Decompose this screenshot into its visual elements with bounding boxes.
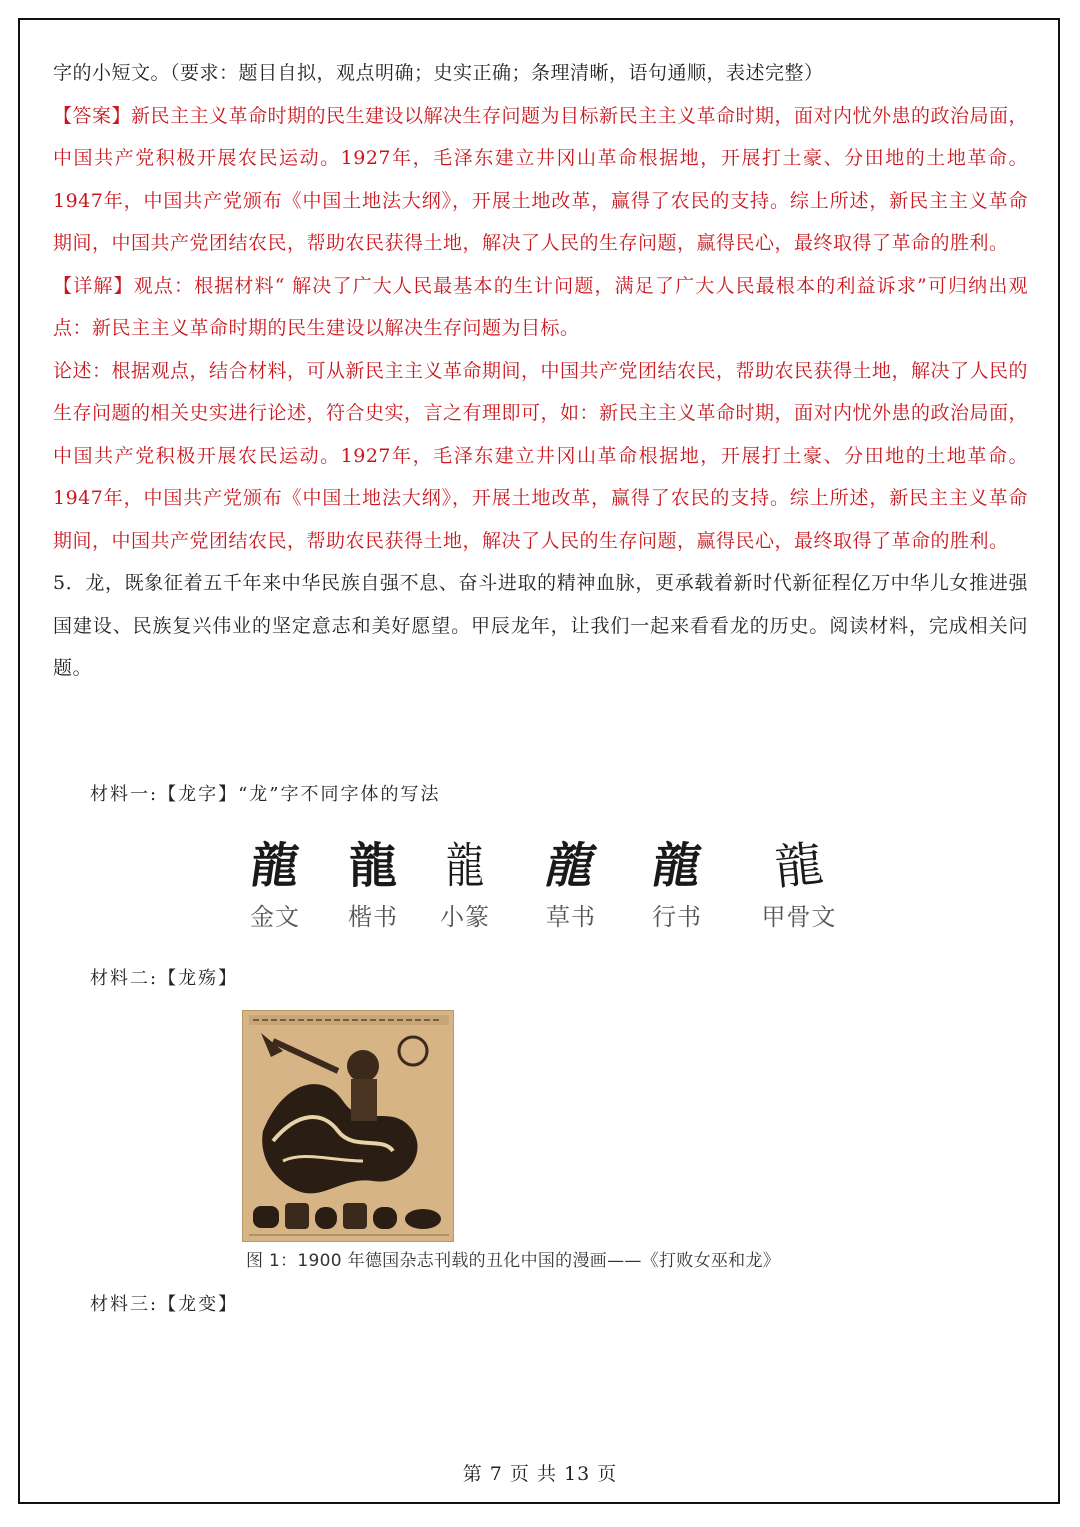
glyph-jinwen [240,835,310,937]
material-2-label: 材料二:【龙殇】 [90,968,239,989]
glyph-label: 楷书 [348,903,398,931]
detail-paragraph-2: 论述：根据观点，结合材料，可从新民主主义革命期间，中国共产党团结农民，帮助农民获得土地，解决了人民的生存问题的相关史实进行论述，符合史实，言之有理即可，如：新民主主义革命时期，面对内忧外患的政治局面，中国共产党积极开展农民运动。1927年，毛泽东建立井冈山革命根据地，开展打土豪、分田地的土地革命。1947年，中国共产党颁布《中国土地法大纲》，开展土地改革，赢得了农民的支持。综上所述，新民主主义革命期间，中国共产党团结农民，帮助农民获得土地，解决了人民的生存问题，赢得民心，最终取得了革命的胜利。 [53,359,1029,552]
material-1-label: 材料一:【龙字】“龙”字不同字体的写法 [90,784,441,805]
glyph-xiaozhuan [430,835,500,937]
glyph-char: 龍 [445,838,485,894]
intro-line: 字的小短文。（要求：题目自拟，观点明确；史实正确；条理清晰，语句通顺，表述完整） [53,62,824,84]
glyph-char: 龍 [348,838,397,894]
glyph-kaishu [338,835,408,937]
dragon-glyph-row [240,835,850,945]
detail-paragraph-1: 【详解】观点：根据材料“ 解决了广大人民最基本的生计问题，满足了广大人民最根本的利益诉求”可归纳出观点：新民主主义革命时期的民生建设以解决生存问题为目标。 [53,274,1028,339]
glyph-char: 龍 [648,838,706,894]
glyph-label: 行书 [652,903,702,931]
glyph-label: 甲骨文 [761,903,837,931]
glyph-xingshu [642,835,712,937]
glyph-char: 龍 [772,835,826,897]
glyph-char: 龍 [540,838,602,894]
dragon-cartoon-image [242,1010,454,1242]
question-5: 5．龙，既象征着五千年来中华民族自强不息、奋斗进取的精神血脉，更承载着新时代新征程亿万中华儿女推进强国建设、民族复兴伟业的坚定意志和美好愿望。甲辰龙年，让我们一起来看看龙的历史。阅读材料，完成相关问题。 [53,572,1028,679]
glyph-label: 小篆 [440,903,490,931]
glyph-char: 龍 [247,838,303,894]
document-body [53,52,1028,690]
glyph-label: 金文 [250,903,300,931]
glyph-label: 草书 [546,903,596,931]
glyph-caoshu [536,835,606,937]
figure-caption: 图 1：1900 年德国杂志刊载的丑化中国的漫画——《打败女巫和龙》 [246,1251,781,1271]
answer-paragraph: 【答案】新民主主义革命时期的民生建设以解决生存问题为目标新民主主义革命时期，面对内忧外患的政治局面，中国共产党积极开展农民运动。1927年，毛泽东建立井冈山革命根据地，开展打土豪、分田地的土地革命。1947年，中国共产党颁布《中国土地法大纲》，开展土地改革，赢得了农民的支持。综上所述，新民主主义革命期间，中国共产党团结农民，帮助农民获得土地，解决了人民的生存问题，赢得民心，最终取得了革命的胜利。 [53,104,1029,254]
cartoon-illustration [243,1011,454,1242]
material-3-label: 材料三:【龙变】 [90,1294,239,1315]
glyph-jiaguwen [758,835,840,937]
page-footer: 第 7 页 共 13 页 [462,1463,618,1485]
